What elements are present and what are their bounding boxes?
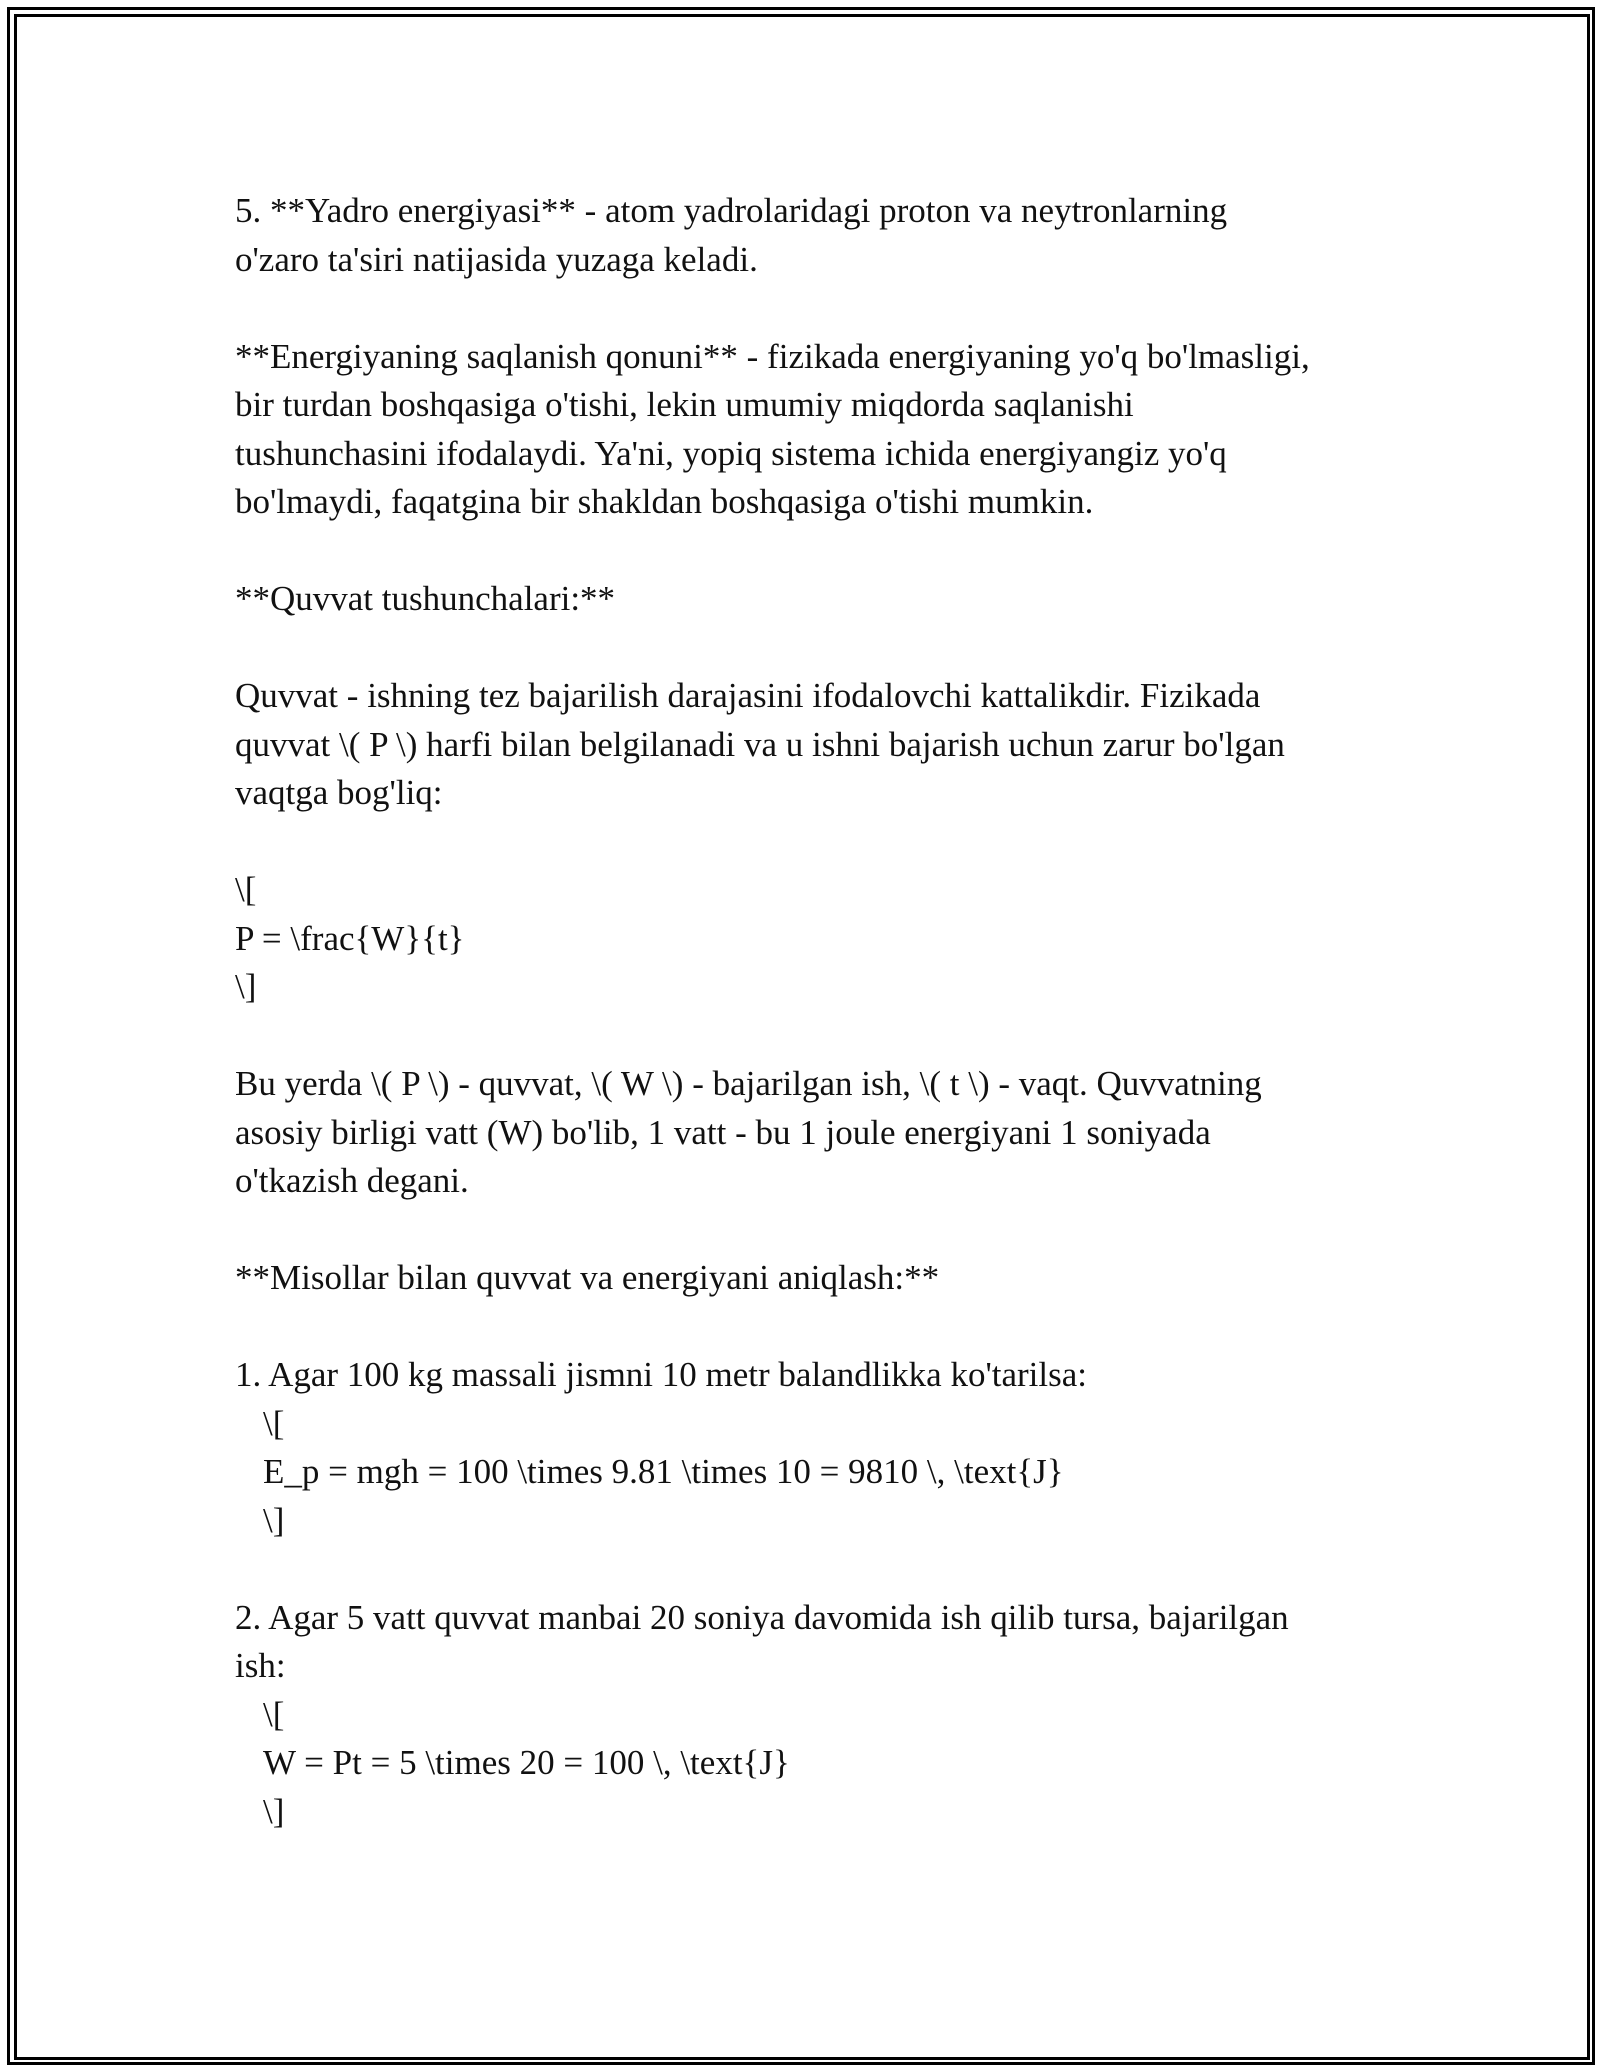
formula-line: \[: [263, 1403, 285, 1443]
formula-line: P = \frac{W}{t}: [235, 918, 465, 958]
text-line: **Quvvat tushunchalari:**: [235, 579, 616, 618]
formula-line: \]: [235, 967, 257, 1006]
paragraph-power-units: [235, 1060, 1385, 1206]
formula-line: \]: [263, 1500, 285, 1540]
text-line: quvvat \( P \) harfi bilan belgilanadi va u ishni bajarish uchun zarur bo'lgan: [235, 724, 1285, 764]
formula-line: E_p = mgh = 100 \times 9.81 \times 10 = 9810 \, \text{J}: [263, 1452, 1064, 1491]
text-line: Quvvat - ishning tez bajarilish darajasini ifodalovchi kattalikdir. Fizikada: [235, 676, 1261, 715]
formula-line: W = Pt = 5 \times 20 = 100 \, \text{J}: [263, 1743, 790, 1782]
example-2: [235, 1594, 1385, 1837]
formula-power: [235, 866, 1385, 1012]
formula-line: \[: [235, 870, 257, 909]
text-line: 1. Agar 100 kg massali jismni 10 metr balandlikka ko'tarilsa:: [235, 1355, 1087, 1394]
example-1: [235, 1351, 1385, 1545]
text-line: asosiy birligi vatt (W) bo'lib, 1 vatt - bu 1 joule energiyani 1 soniyada: [235, 1112, 1211, 1152]
text-line: 2. Agar 5 vatt quvvat manbai 20 soniya davomida ish qilib tursa, bajarilgan: [235, 1597, 1289, 1637]
text-line: tushunchasini ifodalaydi. Ya'ni, yopiq sistema ichida energiyangiz yo'q: [235, 433, 1227, 473]
formula-line: \[: [263, 1694, 285, 1734]
text-line: 5. **Yadro energiyasi** - atom yadrolaridagi proton va neytronlarning: [235, 191, 1228, 230]
text-line: **Misollar bilan quvvat va energiyani aniqlash:**: [235, 1258, 940, 1297]
heading-power-concepts: [235, 575, 1385, 624]
text-line: Bu yerda \( P \) - quvvat, \( W \) - bajarilgan ish, \( t \) - vaqt. Quvvatning: [235, 1064, 1262, 1103]
formula-line: \]: [263, 1791, 285, 1831]
text-line: o'zaro ta'siri natijasida yuzaga keladi.: [235, 239, 758, 279]
text-line: **Energiyaning saqlanish qonuni** - fizikada energiyaning yo'q bo'lmasligi,: [235, 336, 1310, 376]
paragraph-power-definition: [235, 672, 1385, 818]
paragraph-energy-conservation: [235, 333, 1385, 527]
text-line: bir turdan boshqasiga o'tishi, lekin umumiy miqdorda saqlanishi: [235, 385, 1134, 424]
text-line: bo'lmaydi, faqatgina bir shakldan boshqasiga o'tishi mumkin.: [235, 482, 1094, 521]
text-line: ish:: [235, 1646, 286, 1685]
text-line: vaqtga bog'liq:: [235, 773, 443, 812]
document-body: [235, 187, 1385, 1885]
heading-examples: [235, 1254, 1385, 1303]
paragraph-nuclear-energy: [235, 187, 1385, 284]
text-line: o'tkazish degani.: [235, 1161, 469, 1200]
